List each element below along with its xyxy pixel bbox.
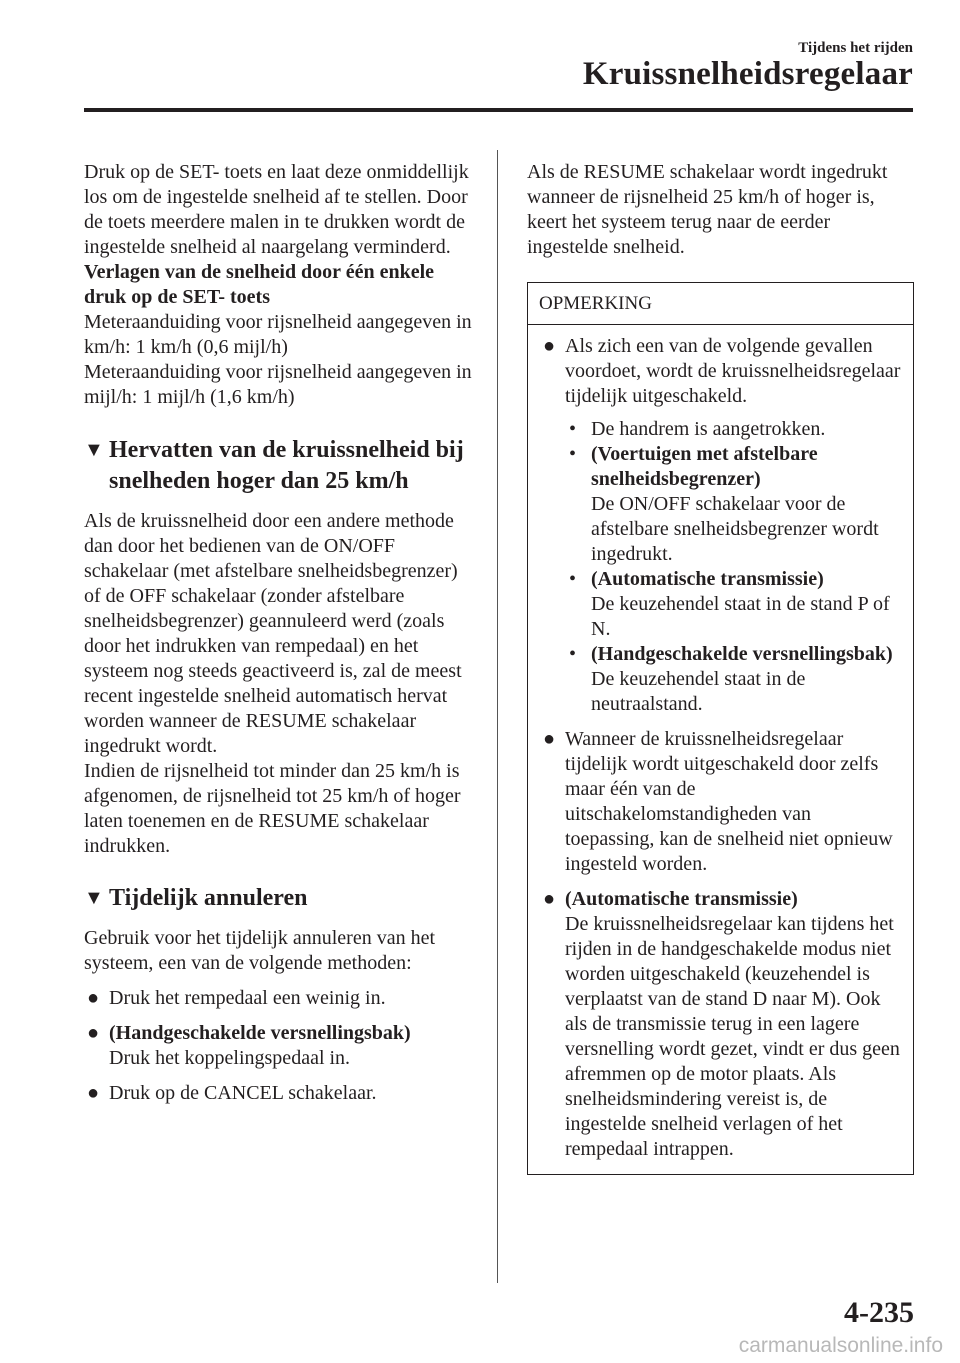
- note-item-text: Wanneer de kruissnelheidsregelaar tijdelijk wordt uitgeschakeld door zelfs maar één van de uitschakelomstandigheden van toepassing, kan de snelheid niet opnieuw ingesteld worden.: [565, 728, 893, 875]
- sublist-item-title: (Handgeschakelde versnellingsbak): [591, 643, 893, 665]
- heading-resume: [84, 435, 479, 497]
- kmh-indication: Meteraanduiding voor rijsnelheid aangegeven in km/h: 1 km/h (0,6 mijl/h): [84, 311, 472, 358]
- resume-intro-paragraph: Als de RESUME schakelaar wordt ingedrukt wanneer de rijsnelheid 25 km/h of hoger is, keert het systeem terug naar de eerder ingestelde snelheid.: [527, 161, 888, 258]
- list-item: [84, 1021, 479, 1071]
- triangle-down-icon: ▼: [84, 887, 104, 909]
- note-item: [540, 887, 903, 1162]
- right-column: [527, 160, 914, 1175]
- note-sublist: [565, 417, 903, 717]
- sublist-item: [565, 417, 903, 442]
- bullet-icon: ●: [543, 888, 556, 910]
- small-bullet-icon: •: [569, 418, 577, 440]
- bullet-icon: ●: [87, 1022, 100, 1044]
- sublist-item-text: De ON/OFF schakelaar voor de afstelbare snelheidsbegrenzer wordt ingedrukt.: [591, 493, 879, 565]
- note-item-title: (Automatische transmissie): [565, 888, 798, 910]
- left-column: [84, 160, 479, 1106]
- bullet-icon: ●: [87, 987, 100, 1009]
- subheading-decrease: Verlagen van de snelheid door één enkele druk op de SET- toets: [84, 261, 435, 308]
- sublist-item-text: De handrem is aangetrokken.: [591, 418, 826, 440]
- sublist-item-title: (Voertuigen met afstelbare snelheidsbegrenzer): [591, 443, 818, 490]
- intro-paragraph: Druk op de SET- toets en laat deze onmiddellijk los om de ingestelde snelheid af te stellen. Door de toets meerdere malen in te drukken wordt de ingestelde snelheid al naargelang verminderd.: [84, 161, 469, 258]
- resume-paragraph: Als de kruissnelheid door een andere methode dan door het bedienen van de ON/OFF schakelaar (met afstelbare snelheidsbegrenzer) of de OFF schakelaar (zonder afstelbare snelheidsbegrenzer) geannuleerd werd (zoals door het indrukken van rempedaal) en het systeem nog steeds geactiveerd is, zal de meest recent ingestelde snelheid automatisch hervat worden wanneer de RESUME schakelaar ingedrukt wordt.: [84, 510, 462, 757]
- cancel-methods-list: [84, 986, 479, 1106]
- note-item-text: De kruissnelheidsregelaar kan tijdens het rijden in de handgeschakelde modus niet worden uitgeschakeld (keuzehendel is verplaatst van de stand D naar M). Ook als de transmissie terug in een lagere versnelling wordt gezet, vindt er dus geen afremmen op de motor plaats. Als snelheidsmindering vereist is, de ingestelde snelheid verlagen of het rempedaal intrappen.: [565, 913, 900, 1160]
- list-item-text: Druk op de CANCEL schakelaar.: [109, 1082, 377, 1104]
- sublist-item: [565, 567, 903, 642]
- note-item: [540, 727, 903, 877]
- bullet-icon: ●: [87, 1082, 100, 1104]
- small-bullet-icon: •: [569, 443, 577, 465]
- page-title: Kruissnelheidsregelaar: [582, 56, 913, 92]
- heading-cancel-text: Tijdelijk annuleren: [109, 885, 308, 911]
- list-item-text: Druk het koppelingspedaal in.: [109, 1047, 351, 1069]
- list-item: [84, 1081, 479, 1106]
- list-item-text: Druk het rempedaal een weinig in.: [109, 987, 386, 1009]
- column-divider: [497, 150, 498, 1283]
- bullet-icon: ●: [543, 335, 556, 357]
- list-item-title: (Handgeschakelde versnellingsbak): [109, 1022, 411, 1044]
- small-bullet-icon: •: [569, 643, 577, 665]
- small-bullet-icon: •: [569, 568, 577, 590]
- cancel-intro: Gebruik voor het tijdelijk annuleren van het systeem, een van de volgende methoden:: [84, 927, 436, 974]
- sublist-item-text: De keuzehendel staat in de stand P of N.: [591, 593, 890, 640]
- header-rule: [84, 108, 913, 112]
- sublist-item: [565, 442, 903, 567]
- triangle-down-icon: ▼: [84, 439, 104, 461]
- section-label: Tijdens het rijden: [798, 40, 913, 56]
- mph-indication: Meteraanduiding voor rijsnelheid aangegeven in mijl/h: 1 mijl/h (1,6 km/h): [84, 361, 472, 408]
- note-title: OPMERKING: [528, 283, 913, 325]
- note-box: [527, 282, 914, 1175]
- note-item: [540, 334, 903, 717]
- watermark: carmanualsonline.info: [738, 1334, 943, 1357]
- bullet-icon: ●: [543, 728, 556, 750]
- sublist-item: [565, 642, 903, 717]
- heading-resume-text: Hervatten van de kruissnelheid bij snelheden hoger dan 25 km/h: [109, 437, 464, 494]
- list-item: [84, 986, 479, 1011]
- sublist-item-title: (Automatische transmissie): [591, 568, 824, 590]
- note-item-text: Als zich een van de volgende gevallen voordoet, wordt de kruissnelheidsregelaar tijdelijk uitgeschakeld.: [565, 335, 901, 407]
- heading-cancel: [84, 883, 479, 914]
- sublist-item-text: De keuzehendel staat in de neutraalstand.: [591, 668, 806, 715]
- page-number: 4-235: [844, 1296, 914, 1329]
- note-body: [528, 325, 913, 1174]
- resume-low-speed-paragraph: Indien de rijsnelheid tot minder dan 25 km/h is afgenomen, de rijsnelheid tot 25 km/h of hoger laten toenemen en de RESUME schakelaar indrukken.: [84, 760, 461, 857]
